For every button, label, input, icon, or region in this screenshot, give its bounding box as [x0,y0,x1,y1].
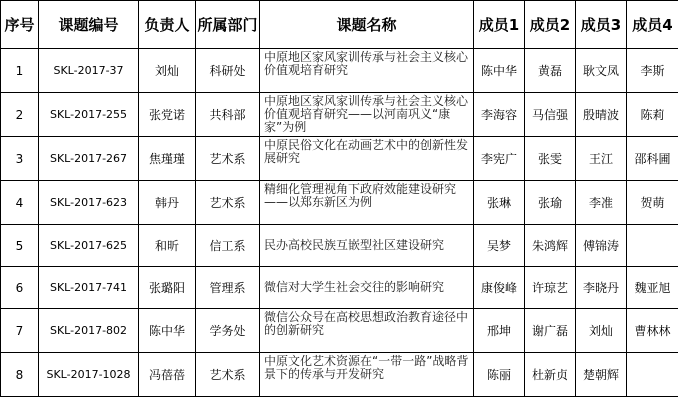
cell-dept: 科研处 [196,49,260,93]
cell-member4: 贺萌 [627,181,678,225]
header-member4: 成员4 [627,1,678,49]
cell-title: 微信对大学生社会交往的影响研究 [260,267,474,309]
cell-dept: 学务处 [196,309,260,353]
cell-member1: 张琳 [474,181,525,225]
cell-member2: 张瑜 [525,181,576,225]
header-title: 课题名称 [260,1,474,49]
cell-leader: 张党诺 [139,93,196,137]
header-member2: 成员2 [525,1,576,49]
cell-no: 6 [1,267,39,309]
cell-no: 5 [1,225,39,267]
cell-member3: 殷晴波 [576,93,627,137]
cell-title: 微信公众号在高校思想政治教育途径中的创新研究 [260,309,474,353]
table-row [1,353,678,397]
cell-code: SKL-2017-1028 [39,353,139,397]
cell-member1: 陈中华 [474,49,525,93]
table-row [1,225,678,267]
cell-member2: 张雯 [525,137,576,181]
cell-member4 [627,353,678,397]
header-member1: 成员1 [474,1,525,49]
cell-member4: 邵科圃 [627,137,678,181]
cell-title: 中原地区家风家训传承与社会主义核心价值观培育研究 [260,49,474,93]
table-row [1,309,678,353]
cell-code: SKL-2017-255 [39,93,139,137]
cell-leader: 和昕 [139,225,196,267]
cell-title: 民办高校民族互嵌型社区建设研究 [260,225,474,267]
cell-leader: 焦瑾瑾 [139,137,196,181]
cell-title: 精细化管理视角下政府效能建设研究——以郑东新区为例 [260,181,474,225]
table-row [1,267,678,309]
cell-code: SKL-2017-741 [39,267,139,309]
header-dept: 所属部门 [196,1,260,49]
cell-no: 3 [1,137,39,181]
cell-title: 中原民俗文化在动画艺术中的创新性发展研究 [260,137,474,181]
cell-member1: 李宪广 [474,137,525,181]
cell-dept: 共科部 [196,93,260,137]
cell-member3: 楚朝辉 [576,353,627,397]
cell-leader: 刘灿 [139,49,196,93]
header-code: 课题编号 [39,1,139,49]
cell-member4: 魏亚旭 [627,267,678,309]
table-row [1,137,678,181]
cell-member3: 傅锦涛 [576,225,627,267]
cell-dept: 艺术系 [196,353,260,397]
table-row [1,93,678,137]
header-no: 序号 [1,1,39,49]
cell-member1: 吴梦 [474,225,525,267]
cell-member1: 陈丽 [474,353,525,397]
cell-member2: 马信强 [525,93,576,137]
cell-leader: 陈中华 [139,309,196,353]
cell-no: 1 [1,49,39,93]
cell-member4: 李斯 [627,49,678,93]
cell-title: 中原文化艺术资源在“一带一路”战略背景下的传承与开发研究 [260,353,474,397]
cell-leader: 冯蓓蓓 [139,353,196,397]
table-row [1,49,678,93]
cell-code: SKL-2017-625 [39,225,139,267]
cell-code: SKL-2017-267 [39,137,139,181]
cell-member4: 陈莉 [627,93,678,137]
cell-no: 2 [1,93,39,137]
cell-member2: 杜新贞 [525,353,576,397]
cell-no: 4 [1,181,39,225]
cell-member2: 许琼艺 [525,267,576,309]
cell-member3: 耿文凤 [576,49,627,93]
cell-dept: 管理系 [196,267,260,309]
cell-member4 [627,225,678,267]
cell-title: 中原地区家风家训传承与社会主义核心价值观培育研究——以河南巩义“康家”为例 [260,93,474,137]
cell-member4: 曹林林 [627,309,678,353]
header-row [1,1,678,49]
cell-leader: 韩丹 [139,181,196,225]
cell-member3: 王江 [576,137,627,181]
cell-member2: 朱鸿辉 [525,225,576,267]
cell-member1: 邢坤 [474,309,525,353]
table-row [1,181,678,225]
cell-member3: 李准 [576,181,627,225]
cell-dept: 艺术系 [196,137,260,181]
cell-member3: 刘灿 [576,309,627,353]
cell-leader: 张璐阳 [139,267,196,309]
cell-dept: 艺术系 [196,181,260,225]
cell-member2: 黄磊 [525,49,576,93]
cell-member1: 康俊峰 [474,267,525,309]
cell-no: 7 [1,309,39,353]
cell-code: SKL-2017-802 [39,309,139,353]
cell-no: 8 [1,353,39,397]
cell-code: SKL-2017-623 [39,181,139,225]
cell-member1: 李海容 [474,93,525,137]
cell-dept: 信工系 [196,225,260,267]
cell-code: SKL-2017-37 [39,49,139,93]
header-leader: 负责人 [139,1,196,49]
cell-member3: 李晓丹 [576,267,627,309]
cell-member2: 谢广磊 [525,309,576,353]
header-member3: 成员3 [576,1,627,49]
